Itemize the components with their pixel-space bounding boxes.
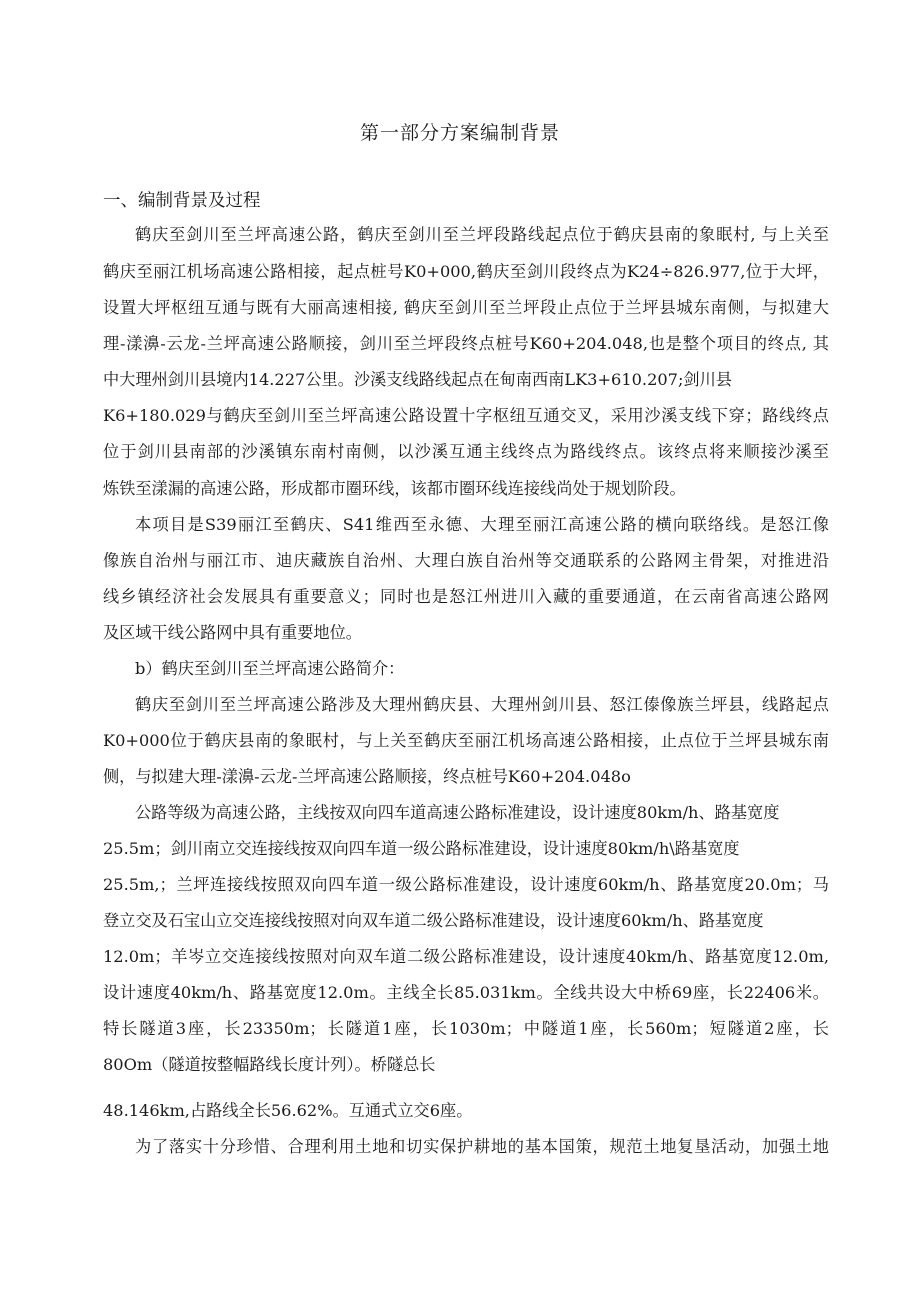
text-line: 像族自治州与丽江市、迪庆藏族自治州、大理白族自治州等交通联系的公路网主骨架，对推进沿 — [103, 551, 829, 570]
text-line: 鹤庆至剑川至兰坪高速公路，鹤庆至剑川至兰坪段路线起点位于鹤庆县南的象眠村, 与上关至 — [135, 225, 829, 244]
text-line: 48.146km,占路线全长56.62%。互通式立交6座。 — [103, 1101, 473, 1120]
text-line: 设计速度40km/h、路基宽度12.0m。主线全长85.031km。全线共设大中桥69座，长22406米。 — [103, 983, 829, 1002]
text-line: 公路等级为高速公路，主线按双向四车道高速公路标准建设，设计速度80km/h、路基宽度 — [135, 803, 780, 822]
text-line: K6+180.029与鹤庆至剑川至兰坪高速公路设置十字枢纽互通交叉，采用沙溪支线下穿；路线终点 — [103, 406, 829, 425]
subsection-heading: b）鹤庆至剑川至兰坪高速公路简介： — [135, 659, 405, 678]
section-heading: 一、编制背景及过程 — [103, 191, 261, 211]
text-line: 设置大坪枢纽互通与既有大丽高速相接, 鹤庆至剑川至兰坪段止点位于兰坪县城东南侧，与拟建大 — [103, 298, 829, 317]
text-line: 理-漾濞-云龙-兰坪高速公路顺接，剑川至兰坪段终点桩号K60+204.048,也是整个项目的终点, 其 — [103, 334, 829, 353]
text-line: 为了落实十分珍惜、合理利用土地和切实保护耕地的基本国策，规范土地复垦活动，加强土地 — [135, 1137, 829, 1156]
text-line: 12.0m；羊岑立交连接线按照对向双车道二级公路标准建设，设计速度40km/h、路基宽度12.0m, — [103, 947, 829, 966]
text-line: 线乡镇经济社会发展具有重要意义；同时也是怒江州进川入藏的重要通道，在云南省高速公路网 — [103, 587, 829, 606]
text-line: 及区域干线公路网中具有重要地位。 — [103, 623, 362, 642]
text-line: 登立交及石宝山立交连接线按照对向双车道二级公路标准建设，设计速度60km/h、路基宽度 — [103, 911, 764, 930]
text-line: 侧，与拟建大理-漾濞-云龙-兰坪高速公路顺接，终点桩号K60+204.048o — [103, 767, 631, 786]
text-line: 25.5m,；兰坪连接线按照双向四车道一级公路标准建设，设计速度60km/h、路基宽度20.0m；马 — [103, 875, 829, 894]
text-line: 鹤庆至剑川至兰坪高速公路涉及大理州鹤庆县、大理州剑川县、怒江傣像族兰坪县，线路起点 — [135, 695, 829, 714]
text-line: 本项目是S39丽江至鹤庆、S41维西至永德、大理至丽江高速公路的横向联络线。是怒江像 — [135, 515, 829, 534]
text-line: 特长隧道3座，长23350m；长隧道1座，长1030m；中隧道1座，长560m；短隧道2座，长 — [103, 1019, 829, 1038]
text-line: 中大理州剑川县境内14.227公里。沙溪支线路线起点在甸南西南LK3+610.207;剑川县 — [103, 370, 732, 389]
text-line: K0+000位于鹤庆县南的象眠村，与上关至鹤庆至丽江机场高速公路相接，止点位于兰坪县城东南 — [103, 731, 829, 750]
document-title: 第一部分方案编制背景 — [359, 122, 560, 144]
text-line: 炼铁至漾漏的高速公路，形成都市圈环线，该都市圈环线连接线尚处于规划阶段。 — [103, 479, 686, 498]
text-line: 80Om（隧道按整幅路线长度计列）。桥隧总长 — [103, 1055, 436, 1074]
text-line: 鹤庆至丽江机场高速公路相接，起点桩号K0+000,鹤庆至剑川段终点为K24÷826.977,位于大坪， — [103, 262, 829, 281]
text-line: 25.5m；剑川南立交连接线按双向四车道一级公路标准建设，设计速度80km/h\路基宽度 — [103, 839, 740, 858]
text-line: 位于剑川县南部的沙溪镇东南村南侧，以沙溪互通主线终点为路线终点。该终点将来顺接沙溪至 — [103, 442, 829, 461]
